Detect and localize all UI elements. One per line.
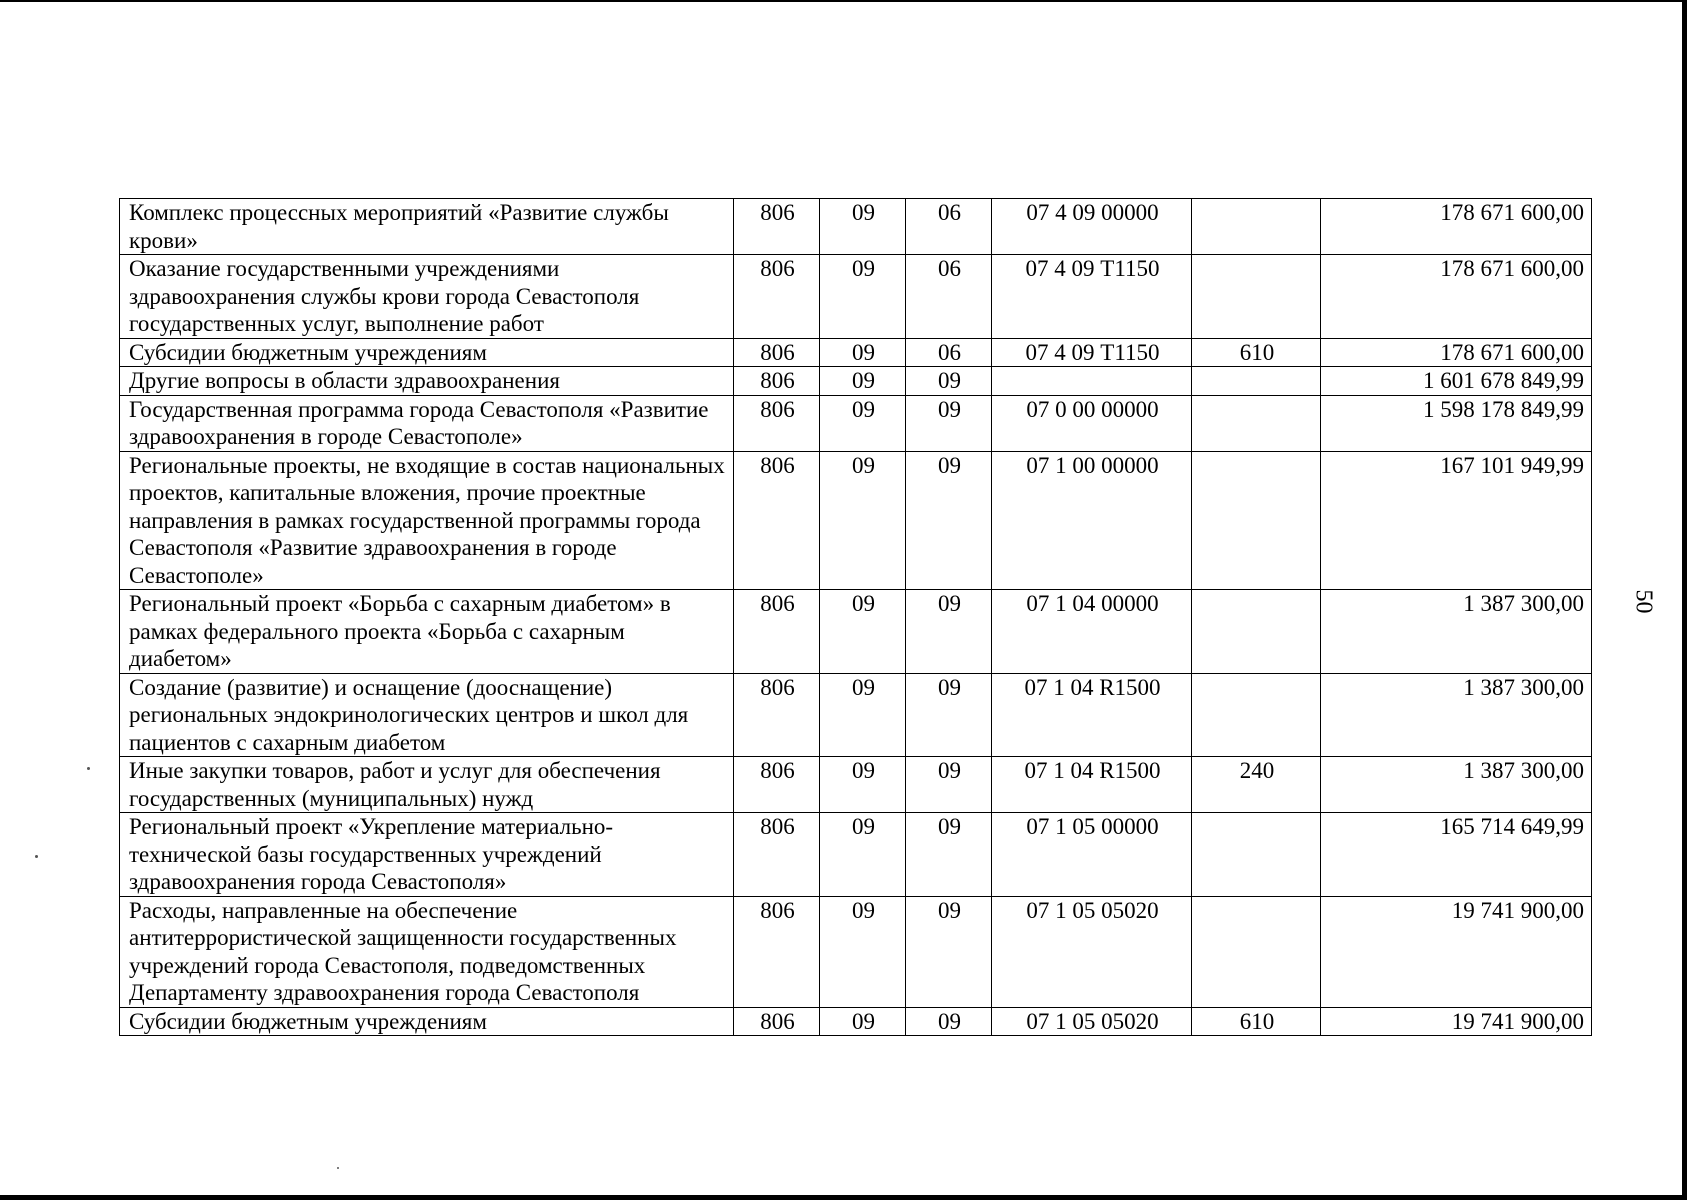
table-row [120, 673, 1592, 757]
subsection-code: 06 [906, 255, 992, 339]
budget-table [119, 198, 1592, 1036]
expense-type-code [1192, 255, 1321, 339]
section-code: 09 [820, 255, 906, 339]
scan-speck [337, 1167, 339, 1169]
table-row [120, 338, 1592, 367]
amount: 1 598 178 849,99 [1321, 395, 1592, 451]
expense-type-code: 610 [1192, 338, 1321, 367]
ministry-code: 806 [734, 395, 820, 451]
ministry-code: 806 [734, 813, 820, 897]
section-code: 09 [820, 367, 906, 396]
expense-name: Комплекс процессных мероприятий «Развитие службы крови» [120, 199, 734, 255]
ministry-code: 806 [734, 757, 820, 813]
amount: 1 387 300,00 [1321, 757, 1592, 813]
subsection-code: 09 [906, 590, 992, 674]
ministry-code: 806 [734, 338, 820, 367]
section-code: 09 [820, 896, 906, 1007]
expense-type-code: 610 [1192, 1007, 1321, 1036]
section-code: 09 [820, 395, 906, 451]
section-code: 09 [820, 590, 906, 674]
expense-name: Субсидии бюджетным учреждениям [120, 1007, 734, 1036]
target-article-code: 07 1 05 05020 [992, 1007, 1192, 1036]
expense-type-code [1192, 367, 1321, 396]
table-row [120, 757, 1592, 813]
section-code: 09 [820, 338, 906, 367]
expense-name: Расходы, направленные на обеспечение антитеррористической защищенности государственных учреждений города Севастополя, подведомственных Департаменту здравоохранения города Севастополя [120, 896, 734, 1007]
target-article-code: 07 1 05 05020 [992, 896, 1192, 1007]
amount: 165 714 649,99 [1321, 813, 1592, 897]
amount: 178 671 600,00 [1321, 199, 1592, 255]
target-article-code: 07 1 04 00000 [992, 590, 1192, 674]
subsection-code: 09 [906, 896, 992, 1007]
ministry-code: 806 [734, 255, 820, 339]
section-code: 09 [820, 199, 906, 255]
section-code: 09 [820, 813, 906, 897]
subsection-code: 09 [906, 757, 992, 813]
expense-name: Региональные проекты, не входящие в состав национальных проектов, капитальные вложения, прочие проектные направления в рамках государственной программы города Севастополя «Развитие здравоохранения в городе Севастополе» [120, 451, 734, 590]
target-article-code: 07 1 00 00000 [992, 451, 1192, 590]
amount: 1 601 678 849,99 [1321, 367, 1592, 396]
expense-type-code [1192, 813, 1321, 897]
subsection-code: 06 [906, 199, 992, 255]
table-row [120, 590, 1592, 674]
amount: 178 671 600,00 [1321, 338, 1592, 367]
ministry-code: 806 [734, 451, 820, 590]
subsection-code: 09 [906, 1007, 992, 1036]
subsection-code: 09 [906, 367, 992, 396]
subsection-code: 09 [906, 395, 992, 451]
subsection-code: 06 [906, 338, 992, 367]
expense-type-code: 240 [1192, 757, 1321, 813]
table-row [120, 1007, 1592, 1036]
subsection-code: 09 [906, 451, 992, 590]
target-article-code: 07 4 09 00000 [992, 199, 1192, 255]
amount: 167 101 949,99 [1321, 451, 1592, 590]
amount: 19 741 900,00 [1321, 896, 1592, 1007]
page-number: 50 [1630, 589, 1657, 614]
expense-name: Региональный проект «Борьба с сахарным диабетом» в рамках федерального проекта «Борьба с сахарным диабетом» [120, 590, 734, 674]
expense-name: Субсидии бюджетным учреждениям [120, 338, 734, 367]
expense-type-code [1192, 199, 1321, 255]
expense-type-code [1192, 451, 1321, 590]
ministry-code: 806 [734, 896, 820, 1007]
target-article-code: 07 4 09 Т1150 [992, 338, 1192, 367]
amount: 178 671 600,00 [1321, 255, 1592, 339]
ministry-code: 806 [734, 1007, 820, 1036]
expense-name: Другие вопросы в области здравоохранения [120, 367, 734, 396]
ministry-code: 806 [734, 367, 820, 396]
amount: 19 741 900,00 [1321, 1007, 1592, 1036]
amount: 1 387 300,00 [1321, 673, 1592, 757]
expense-name: Создание (развитие) и оснащение (дооснащение) региональных эндокринологических центров и школ для пациентов с сахарным диабетом [120, 673, 734, 757]
table-row [120, 367, 1592, 396]
subsection-code: 09 [906, 673, 992, 757]
section-code: 09 [820, 757, 906, 813]
ministry-code: 806 [734, 590, 820, 674]
expense-name: Региональный проект «Укрепление материально-технической базы государственных учреждений здравоохранения города Севастополя» [120, 813, 734, 897]
section-code: 09 [820, 1007, 906, 1036]
target-article-code: 07 4 09 Т1150 [992, 255, 1192, 339]
target-article-code [992, 367, 1192, 396]
target-article-code: 07 0 00 00000 [992, 395, 1192, 451]
expense-name: Иные закупки товаров, работ и услуг для обеспечения государственных (муниципальных) нужд [120, 757, 734, 813]
expense-type-code [1192, 590, 1321, 674]
subsection-code: 09 [906, 813, 992, 897]
table-row [120, 199, 1592, 255]
expense-name: Оказание государственными учреждениями здравоохранения службы крови города Севастополя государственных услуг, выполнение работ [120, 255, 734, 339]
expense-name: Государственная программа города Севастополя «Развитие здравоохранения в городе Севастополе» [120, 395, 734, 451]
expense-type-code [1192, 673, 1321, 757]
target-article-code: 07 1 05 00000 [992, 813, 1192, 897]
table-row [120, 395, 1592, 451]
target-article-code: 07 1 04 R1500 [992, 757, 1192, 813]
expense-type-code [1192, 896, 1321, 1007]
expense-type-code [1192, 395, 1321, 451]
section-code: 09 [820, 673, 906, 757]
table-row [120, 255, 1592, 339]
ministry-code: 806 [734, 673, 820, 757]
budget-table-body [120, 199, 1592, 1036]
table-row [120, 451, 1592, 590]
table-row [120, 896, 1592, 1007]
section-code: 09 [820, 451, 906, 590]
scan-speck [87, 767, 90, 770]
amount: 1 387 300,00 [1321, 590, 1592, 674]
scan-speck [35, 855, 38, 858]
ministry-code: 806 [734, 199, 820, 255]
table-row [120, 813, 1592, 897]
target-article-code: 07 1 04 R1500 [992, 673, 1192, 757]
